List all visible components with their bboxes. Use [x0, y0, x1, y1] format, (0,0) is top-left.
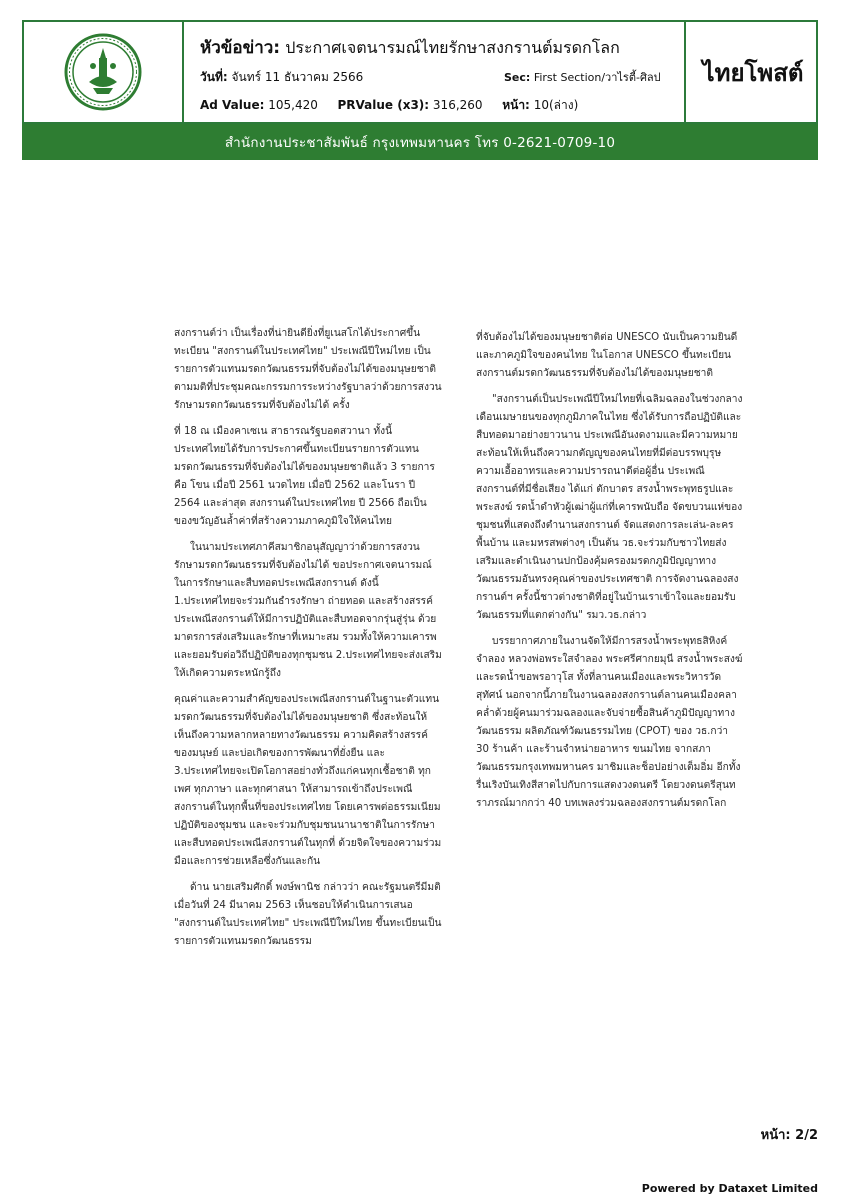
ad-value: 105,420 — [268, 98, 318, 112]
headline-label: หัวข้อข่าว: — [200, 38, 281, 58]
news-header — [22, 20, 818, 124]
article-paragraph: บรรยากาศภายในงานจัดให้มีการสรงน้ำพระพุทธสิหิงค์จำลอง หลวงพ่อพระใสจำลอง พระศรีศากยมุนี สรงน้ำพระสงฆ์และรดน้ำขอพรอาวุโส ทั้งที่ลานคนเมืองและพระวิหารวัดสุทัศน์ นอกจากนี้ภายในงานฉลองสงกรานต์ลานคนเมืองคลาคล่ำด้วยผู้คนมาร่วมฉลองและจับจ่ายซื้อสินค้าภูมิปัญญาทางวัฒนธรรม ผลิตภัณฑ์วัฒนธรรมไทย (CPOT) ของ วธ.กว่า 30 ร้านค้า และร้านจำหน่ายอาหาร ขนมไทย จากสภาวัฒนธรรมกรุงเทพมหานคร มาชิมและช็อปอย่างเต็มอิ่ม อีกทั้งรื่นเริงบันเทิงสีสาดไปกับการแสดงวงดนตรี โดยวงดนตรีสุนทราภรณ์มากกว่า 40 บทเพลงร่วมฉลองสงกรานต์มรดกโลก — [476, 636, 743, 809]
page-label: หน้า: — [502, 98, 530, 112]
value-row — [200, 96, 578, 115]
section-label: Sec: — [504, 71, 531, 84]
section-value: First Section/วาไรตี้-ศิลป — [533, 71, 661, 84]
logo-cell — [24, 22, 184, 122]
newspaper-brand: ไทยโพสต์ — [702, 58, 804, 87]
date-label: วันที่: — [200, 70, 228, 84]
prvalue: 316,260 — [432, 98, 483, 112]
page-number-label: หน้า: — [760, 1128, 791, 1143]
section-row — [504, 68, 661, 86]
headline-row — [200, 34, 620, 61]
article-paragraph: คุณค่าและความสำคัญของประเพณีสงกรานต์ในฐานะตัวแทนมรดกวัฒนธรรมที่จับต้องไม่ได้ของมนุษยชาติ ซึ่งสะท้อนให้เห็นถึงความหลากหลายทางวัฒนธรรม ความคิดสร้างสรรค์ของมนุษย์ และบ่อเกิดของการพัฒนาที่ยั่งยืน และ 3.ประเทศไทยจะเปิดโอกาสอย่างทั่วถึงแก่คนทุกเชื้อชาติ ทุกเพศ ทุกภาษา และทุกศาสนา ให้สามารถเข้าถึงประเพณีสงกรานต์ในทุกพื้นที่ของประเทศไทย โดยเคารพต่อธรรมเนียมปฏิบัติของชุมชน และจะร่วมกับชุมชนนานาชาติในการรักษาและสืบทอดประเพณีสงกรานต์ในทุกที่ ด้วยจิตใจของความร่วมมือและการช่วยเหลือซึ่งกันและกัน — [174, 694, 442, 867]
article-paragraph: สงกรานต์ว่า เป็นเรื่องที่น่ายินดียิ่งที่ยูเนสโกได้ประกาศขึ้นทะเบียน "สงกรานต์ในประเทศไทย" ประเพณีปีใหม่ไทย เป็นรายการตัวแทนมรดกวัฒนธรรมที่จับต้องไม่ได้ของมนุษยชาติ ตามมติที่ประชุมคณะกรรมการระหว่างรัฐบาลว่าด้วยการสงวนรักษามรดกวัฒนธรรมที่จับต้องไม่ได้ ครั้ง — [174, 328, 442, 411]
page-value: 10(ล่าง) — [533, 98, 579, 112]
office-banner — [22, 124, 818, 160]
powered-by: Powered by Dataxet Limited — [641, 1182, 818, 1195]
ad-value-label: Ad Value: — [200, 98, 265, 112]
date-value: จันทร์ 11 ธันวาคม 2566 — [231, 70, 364, 84]
page-number — [761, 1124, 818, 1145]
article-paragraph: ในนามประเทศภาคีสมาชิกอนุสัญญาว่าด้วยการสงวนรักษามรดกวัฒนธรรมที่จับต้องไม่ได้ ขอประกาศเจตนารมณ์ในการรักษาและสืบทอดประเพณีสงกรานต์ ดังนี้ 1.ประเทศไทยจะร่วมกันธำรงรักษา ถ่ายทอด และสร้างสรรค์ประเพณีสงกรานต์ให้มีการปฏิบัติและสืบทอดจากรุ่นสู่รุ่น ด้วยมาตรการส่งเสริมและรักษาที่เหมาะสม รวมทั้งให้ความเคารพและยอมรับต่อวิถีปฏิบัติของทุกชุมชน 2.ประเทศไทยจะส่งเสริมให้เกิดความตระหนักรู้ถึง — [174, 542, 442, 679]
article-paragraph: "สงกรานต์เป็นประเพณีปีใหม่ไทยที่เฉลิมฉลองในช่วงกลางเดือนเมษายนของทุกภูมิภาคในไทย ซึ่งได้รับการถือปฏิบัติและสืบทอดมาอย่างยาวนาน ประเพณีอันงดงามและมีความหมาย สะท้อนให้เห็นถึงความกตัญญูของคนไทยที่มีต่อบรรพบุรุษ ความเอื้ออาทรและความปรารถนาดีต่อผู้อื่น ประเพณีสงกรานต์ที่มีชื่อเสียง ได้แก่ ตักบาตร สรงน้ำพระพุทธรูปและพระสงฆ์ รดน้ำดำหัวผู้เฒ่าผู้แก่ที่เคารพนับถือ จัดขบวนแห่ของชุมชนที่แสดงถึงตำนานสงกรานต์ จัดแสดงการละเล่น-ละครพื้นบ้าน และมหรสพต่างๆ เป็นต้น วธ.จะร่วมกับชาวไทยส่งเสริมและดำเนินงานปกป้องคุ้มครองมรดกภูมิปัญญาทางวัฒนธรรมอันทรงคุณค่าของประเทศชาติ การจัดงานฉลองสงกรานต์ฯ ครั้งนี้ชาวต่างชาติที่อยู่ในบ้านเราเข้าใจและยอมรับวัฒนธรรมที่แตกต่างกัน" รมว.วธ.กล่าว — [476, 394, 743, 621]
page-number-value: 2/2 — [795, 1128, 818, 1143]
headline-text: ประกาศเจตนารมณ์ไทยรักษาสงกรานต์มรดกโลก — [285, 38, 620, 57]
article-paragraph: ที่จับต้องไม่ได้ของมนุษยชาติต่อ UNESCO นับเป็นความยินดีและภาคภูมิใจของคนไทย ในโอกาส UNESCO ขึ้นทะเบียนสงกรานต์มรดกวัฒนธรรมที่จับต้องไม่ได้ของมนุษยชาติ — [476, 332, 738, 379]
date-row — [200, 68, 363, 87]
prvalue-label: PRValue (x3): — [337, 98, 430, 112]
bma-seal-logo — [63, 32, 143, 112]
article-paragraph: ที่ 18 ณ เมืองคาเซเน สาธารณรัฐบอตสวานา ทั้งนี้ประเทศไทยได้รับการประกาศขึ้นทะเบียนรายการตัวแทนมรดกวัฒนธรรมที่จับต้องไม่ได้ของมนุษยชาติแล้ว 3 รายการ คือ โขน เมื่อปี 2561 นวดไทย เมื่อปี 2562 และโนรา ปี 2564 และล่าสุด สงกรานต์ในประเทศไทย ปี 2566 ถือเป็นของขวัญอันล้ำค่าที่สร้างความภาคภูมิใจให้คนไทย — [174, 426, 435, 527]
info-cell — [184, 22, 664, 122]
article-column-right — [476, 329, 744, 821]
article-column-left — [174, 325, 442, 959]
article-paragraph: ด้าน นายเสริมศักดิ์ พงษ์พานิช กล่าวว่า คณะรัฐมนตรีมีมติเมื่อวันที่ 24 มีนาคม 2563 เห็นชอบให้ดำเนินการเสนอ "สงกรานต์ในประเทศไทย" ประเพณีปีใหม่ไทย ขึ้นทะเบียนเป็นรายการตัวแทนมรดกวัฒนธรรม — [174, 882, 442, 947]
office-text: สำนักงานประชาสัมพันธ์ กรุงเทพมหานคร โทร 0-2621-0709-10 — [224, 135, 616, 151]
brand-cell — [684, 22, 820, 122]
